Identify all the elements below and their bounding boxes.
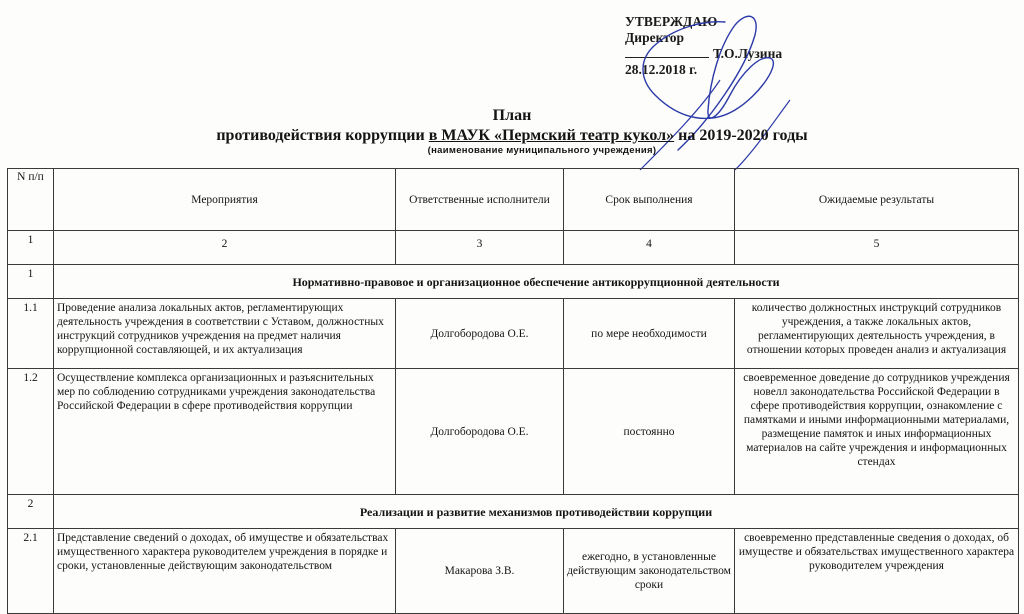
- header-activity: Мероприятия: [54, 169, 396, 231]
- column-number: 3: [396, 231, 564, 265]
- row-results: своевременное доведение до сотрудников учреждения новелл законодательства Российской Федерации в сфере противодействия коррупции, ознакомление с памятками и иными информационными материалами, размещение памяток и иных информационных материалов на сайте учреждения и информационных стендах: [735, 369, 1019, 495]
- title-line1: План: [492, 107, 532, 124]
- header-num: N п/п: [8, 169, 54, 231]
- row-num: 2.1: [8, 529, 54, 614]
- column-number: 1: [8, 231, 54, 265]
- row-deadline: постоянно: [564, 369, 735, 495]
- section-num: 2: [8, 495, 54, 529]
- section-title: Нормативно-правовое и организационное обеспечение антикоррупционной деятельности: [54, 265, 1019, 299]
- table-row: [8, 369, 1019, 495]
- plan-table: [7, 168, 1019, 614]
- row-results: количество должностных инструкций сотрудников учреждения, а также локальных актов, регламентирующих деятельность учреждения, в отношении которых проведен анализ и актуализация: [735, 299, 1019, 369]
- column-number: 5: [735, 231, 1019, 265]
- title-suffix: на 2019-2020 годы: [674, 127, 808, 144]
- table-row: [8, 299, 1019, 369]
- table-header-row: [8, 169, 1019, 231]
- section-title: Реализации и развитие механизмов противодействии коррупции: [54, 495, 1019, 529]
- row-num: 1.2: [8, 369, 54, 495]
- row-deadline: по мере необходимости: [564, 299, 735, 369]
- signature-line: [625, 47, 709, 58]
- approval-position: Директор: [625, 30, 685, 45]
- header-results: Ожидаемые результаты: [735, 169, 1019, 231]
- section-row: [8, 265, 1019, 299]
- approval-date: 28.12.2018 г.: [625, 62, 698, 77]
- row-activity: Осуществление комплекса организационных и разъяснительных мер по соблюдению сотрудниками учреждения законодательства Российской Федерации в сфере противодействия коррупции: [54, 369, 396, 495]
- row-responsible: Долгобородова О.Е.: [396, 369, 564, 495]
- row-activity: Проведение анализа локальных актов, регламентирующих деятельность учреждения в соответствии с Уставом, должностных инструкций сотрудников учреждения на предмет наличия коррупционной составляющей, и их актуализация: [54, 299, 396, 369]
- row-deadline: ежегодно, в установленные действующим законодательством сроки: [564, 529, 735, 614]
- header-responsible: Ответственные исполнители: [396, 169, 564, 231]
- table-row: [8, 529, 1019, 614]
- column-number: 4: [564, 231, 735, 265]
- title-organization: в МАУК «Пермский театр кукол»: [428, 127, 675, 144]
- row-results: своевременно представленные сведения о доходах, об имуществе и обязательствах имущественного характера руководителем учреждения: [735, 529, 1019, 614]
- document-title: [0, 106, 1024, 157]
- column-number: 2: [54, 231, 396, 265]
- section-num: 1: [8, 265, 54, 299]
- row-responsible: Макарова З.В.: [396, 529, 564, 614]
- approval-label: УТВЕРЖДАЮ: [625, 14, 718, 29]
- title-line2: [0, 126, 1024, 145]
- row-responsible: Долгобородова О.Е.: [396, 299, 564, 369]
- row-num: 1.1: [8, 299, 54, 369]
- approval-block: [625, 14, 782, 78]
- title-subtitle: (наименование муниципального учреждения): [427, 145, 657, 156]
- column-number-row: [8, 231, 1019, 265]
- header-deadline: Срок выполнения: [564, 169, 735, 231]
- title-prefix: противодействия коррупции: [216, 127, 429, 144]
- approval-signatory-line: [625, 46, 782, 62]
- section-row: [8, 495, 1019, 529]
- row-activity: Представление сведений о доходах, об имуществе и обязательствах имущественного характера руководителем учреждения в порядке и сроки, установленные действующим законодательством: [54, 529, 396, 614]
- approval-signatory: Т.О.Лузина: [713, 46, 783, 61]
